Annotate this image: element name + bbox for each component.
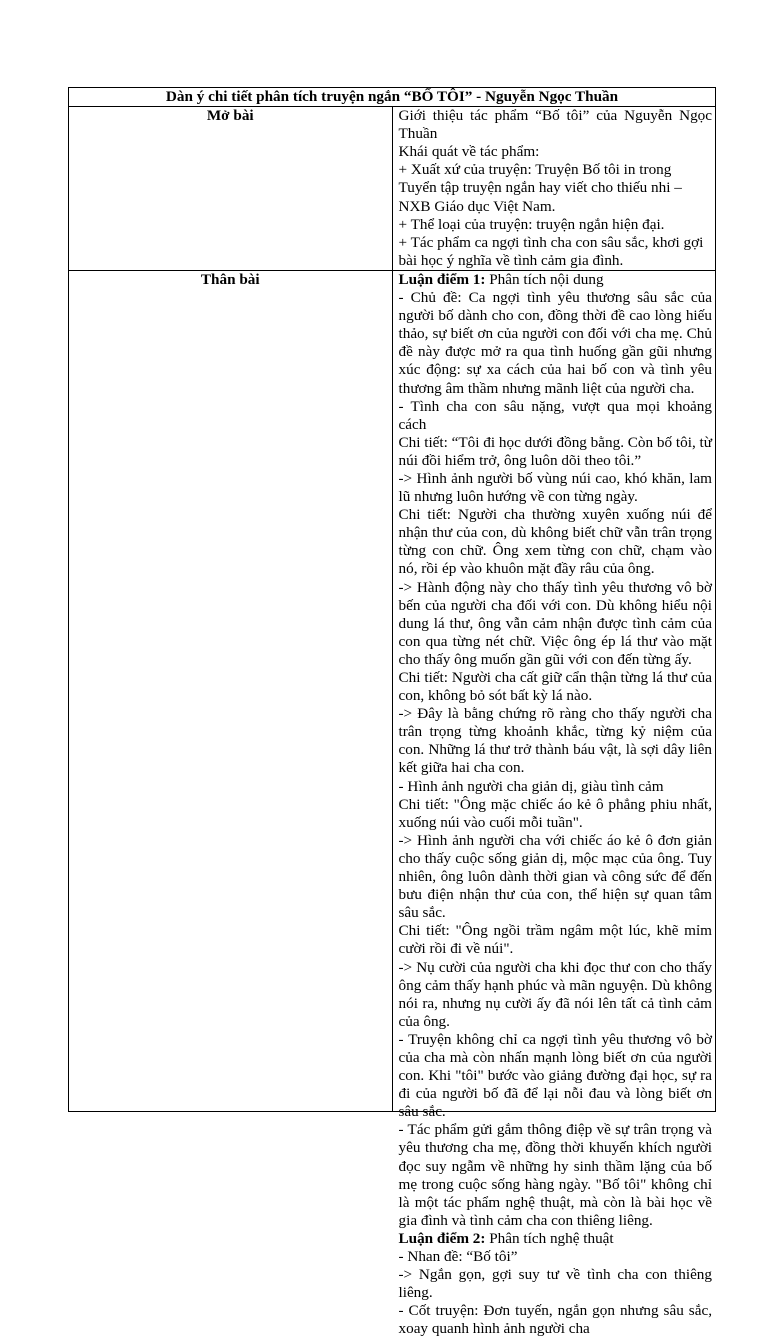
mo-bai-line: Giới thiệu tác phẩm “Bố tôi” của Nguyễn Ngọc Thuần	[398, 107, 712, 143]
luan-diem-1-heading: Luận điểm 1:	[398, 270, 486, 288]
mo-bai-line: Khái quát về tác phẩm:	[398, 143, 540, 161]
outline-table	[68, 87, 716, 1338]
document-page	[68, 87, 716, 1338]
paragraph: - Tác phẩm gửi gắm thông điệp về sự trân trọng và yêu thương cha mẹ, đồng thời khuyến khích người đọc suy ngẫm về những hy sinh thầm lặng của bố mẹ trong cuộc sống hàng ngày. "Bố tôi" không chỉ là một tác phẩm nghệ thuật, mà còn là bài học về gia đình và tình cảm cha con thiêng liêng.	[398, 1121, 712, 1229]
than-bai-content	[392, 270, 716, 1338]
mo-bai-line: + Tác phẩm ca ngợi tình cha con sâu sắc, khơi gợi bài học ý nghĩa về tình cảm gia đình.	[398, 233, 704, 269]
paragraph: Chi tiết: Người cha thường xuyên xuống núi để nhận thư của con, dù không biết chữ vẫn trân trọng từng con chữ. Ông xem từng con chữ, chạm vào nó, rồi ép vào khuôn mặt đầy râu của ông.	[398, 506, 712, 578]
paragraph: -> Hình ảnh người bố vùng núi cao, khó khăn, lam lũ nhưng luôn hướng về con từng ngày.	[398, 469, 712, 506]
paragraph: - Truyện không chỉ ca ngợi tình yêu thương vô bờ của cha mà còn nhấn mạnh lòng biết ơn của người con. Khi "tôi" bước vào giảng đường đại học, sự ra đi của người bố đã để lại nỗi đau và lòng biết ơn sâu sắc.	[398, 1030, 712, 1121]
mo-bai-row	[69, 107, 716, 271]
mo-bai-label: Mở bài	[69, 107, 393, 271]
luan-diem-2	[399, 1230, 713, 1248]
paragraph: - Chủ đề: Ca ngợi tình yêu thương sâu sắc của người bố dành cho con, đồng thời đề cao lòng hiếu thảo, sự biết ơn của người con đối với cha mẹ. Chủ đề này được mở ra qua tình huống gần gũi nhưng xúc động: sự xa cách của hai bố con và tình yêu thương âm thầm nhưng mãnh liệt của người cha.	[398, 289, 712, 397]
mo-bai-content	[392, 107, 716, 271]
than-bai-row	[69, 270, 716, 1111]
paragraph: -> Hình ảnh người cha với chiếc áo kẻ ô đơn giản cho thấy cuộc sống giản dị, mộc mạc của ông. Tuy nhiên, ông luôn dành thời gian và công sức để đến bưu điện nhận thư của con, thể hiện sự quan tâm sâu sắc.	[398, 831, 712, 922]
paragraph: - Nhan đề: “Bố tôi”	[398, 1248, 518, 1265]
than-bai-label: Thân bài	[69, 270, 393, 1111]
paragraph: Chi tiết: Người cha cất giữ cẩn thận từng lá thư của con, không bỏ sót bất kỳ lá nào.	[398, 669, 712, 705]
title-row	[69, 88, 716, 107]
luan-diem-2-heading: Luận điểm 2:	[398, 1229, 486, 1247]
document-title: Dàn ý chi tiết phân tích truyện ngắn “BỐ TÔI” - Nguyễn Ngọc Thuần	[69, 88, 716, 107]
paragraph: -> Nụ cười của người cha khi đọc thư con cho thấy ông cảm thấy hạnh phúc và mãn nguyện. Dù không nói ra, nhưng nụ cười ấy đã nói lên tất cả tình cảm của ông.	[398, 958, 712, 1030]
paragraph: - Hình ảnh người cha giản dị, giàu tình cảm	[398, 777, 664, 795]
luan-diem-2-text: Phân tích nghệ thuật	[485, 1229, 614, 1247]
paragraph: -> Hành động này cho thấy tình yêu thương vô bờ bến của người cha đối với con. Dù không hiểu nội dung lá thư, ông vẫn cảm nhận được tình cảm của con qua từng nét chữ. Việc ông ép lá thư vào mặt cho thấy ông muốn gần gũi với con đến từng ấy.	[398, 578, 712, 668]
paragraph: -> Đây là bằng chứng rõ ràng cho thấy người cha trân trọng từng khoảnh khắc, từng kỷ niệm của con. Những lá thư trở thành báu vật, là sợi dây liên kết giữa hai cha con.	[398, 705, 712, 777]
paragraph: Chi tiết: "Ông mặc chiếc áo kẻ ô phẳng phiu nhất, xuống núi vào cuối mỗi tuần".	[398, 795, 712, 831]
mo-bai-line: + Thể loại của truyện: truyện ngắn hiện đại.	[398, 215, 665, 233]
paragraph: - Cốt truyện: Đơn tuyến, ngắn gọn nhưng sâu sắc, xoay quanh hình ảnh người cha	[398, 1302, 712, 1338]
luan-diem-1-text: Phân tích nội dung	[485, 270, 604, 288]
mo-bai-line: + Xuất xứ của truyện: Truyện Bố tôi in trong Tuyển tập truyện ngắn hay viết cho thiếu nhi – NXB Giáo dục Việt Nam.	[398, 161, 682, 215]
paragraph: Chi tiết: "Ông ngồi trầm ngâm một lúc, khẽ mỉm cười rồi đi về núi".	[398, 922, 712, 958]
luan-diem-1	[399, 271, 713, 289]
paragraph: Chi tiết: “Tôi đi học dưới đồng bằng. Còn bố tôi, từ núi đồi hiểm trở, ông luôn dõi theo tôi.”	[398, 433, 712, 469]
paragraph: -> Ngắn gọn, gợi suy tư về tình cha con thiêng liêng.	[398, 1266, 712, 1302]
paragraph: - Tình cha con sâu nặng, vượt qua mọi khoảng cách	[398, 397, 712, 433]
